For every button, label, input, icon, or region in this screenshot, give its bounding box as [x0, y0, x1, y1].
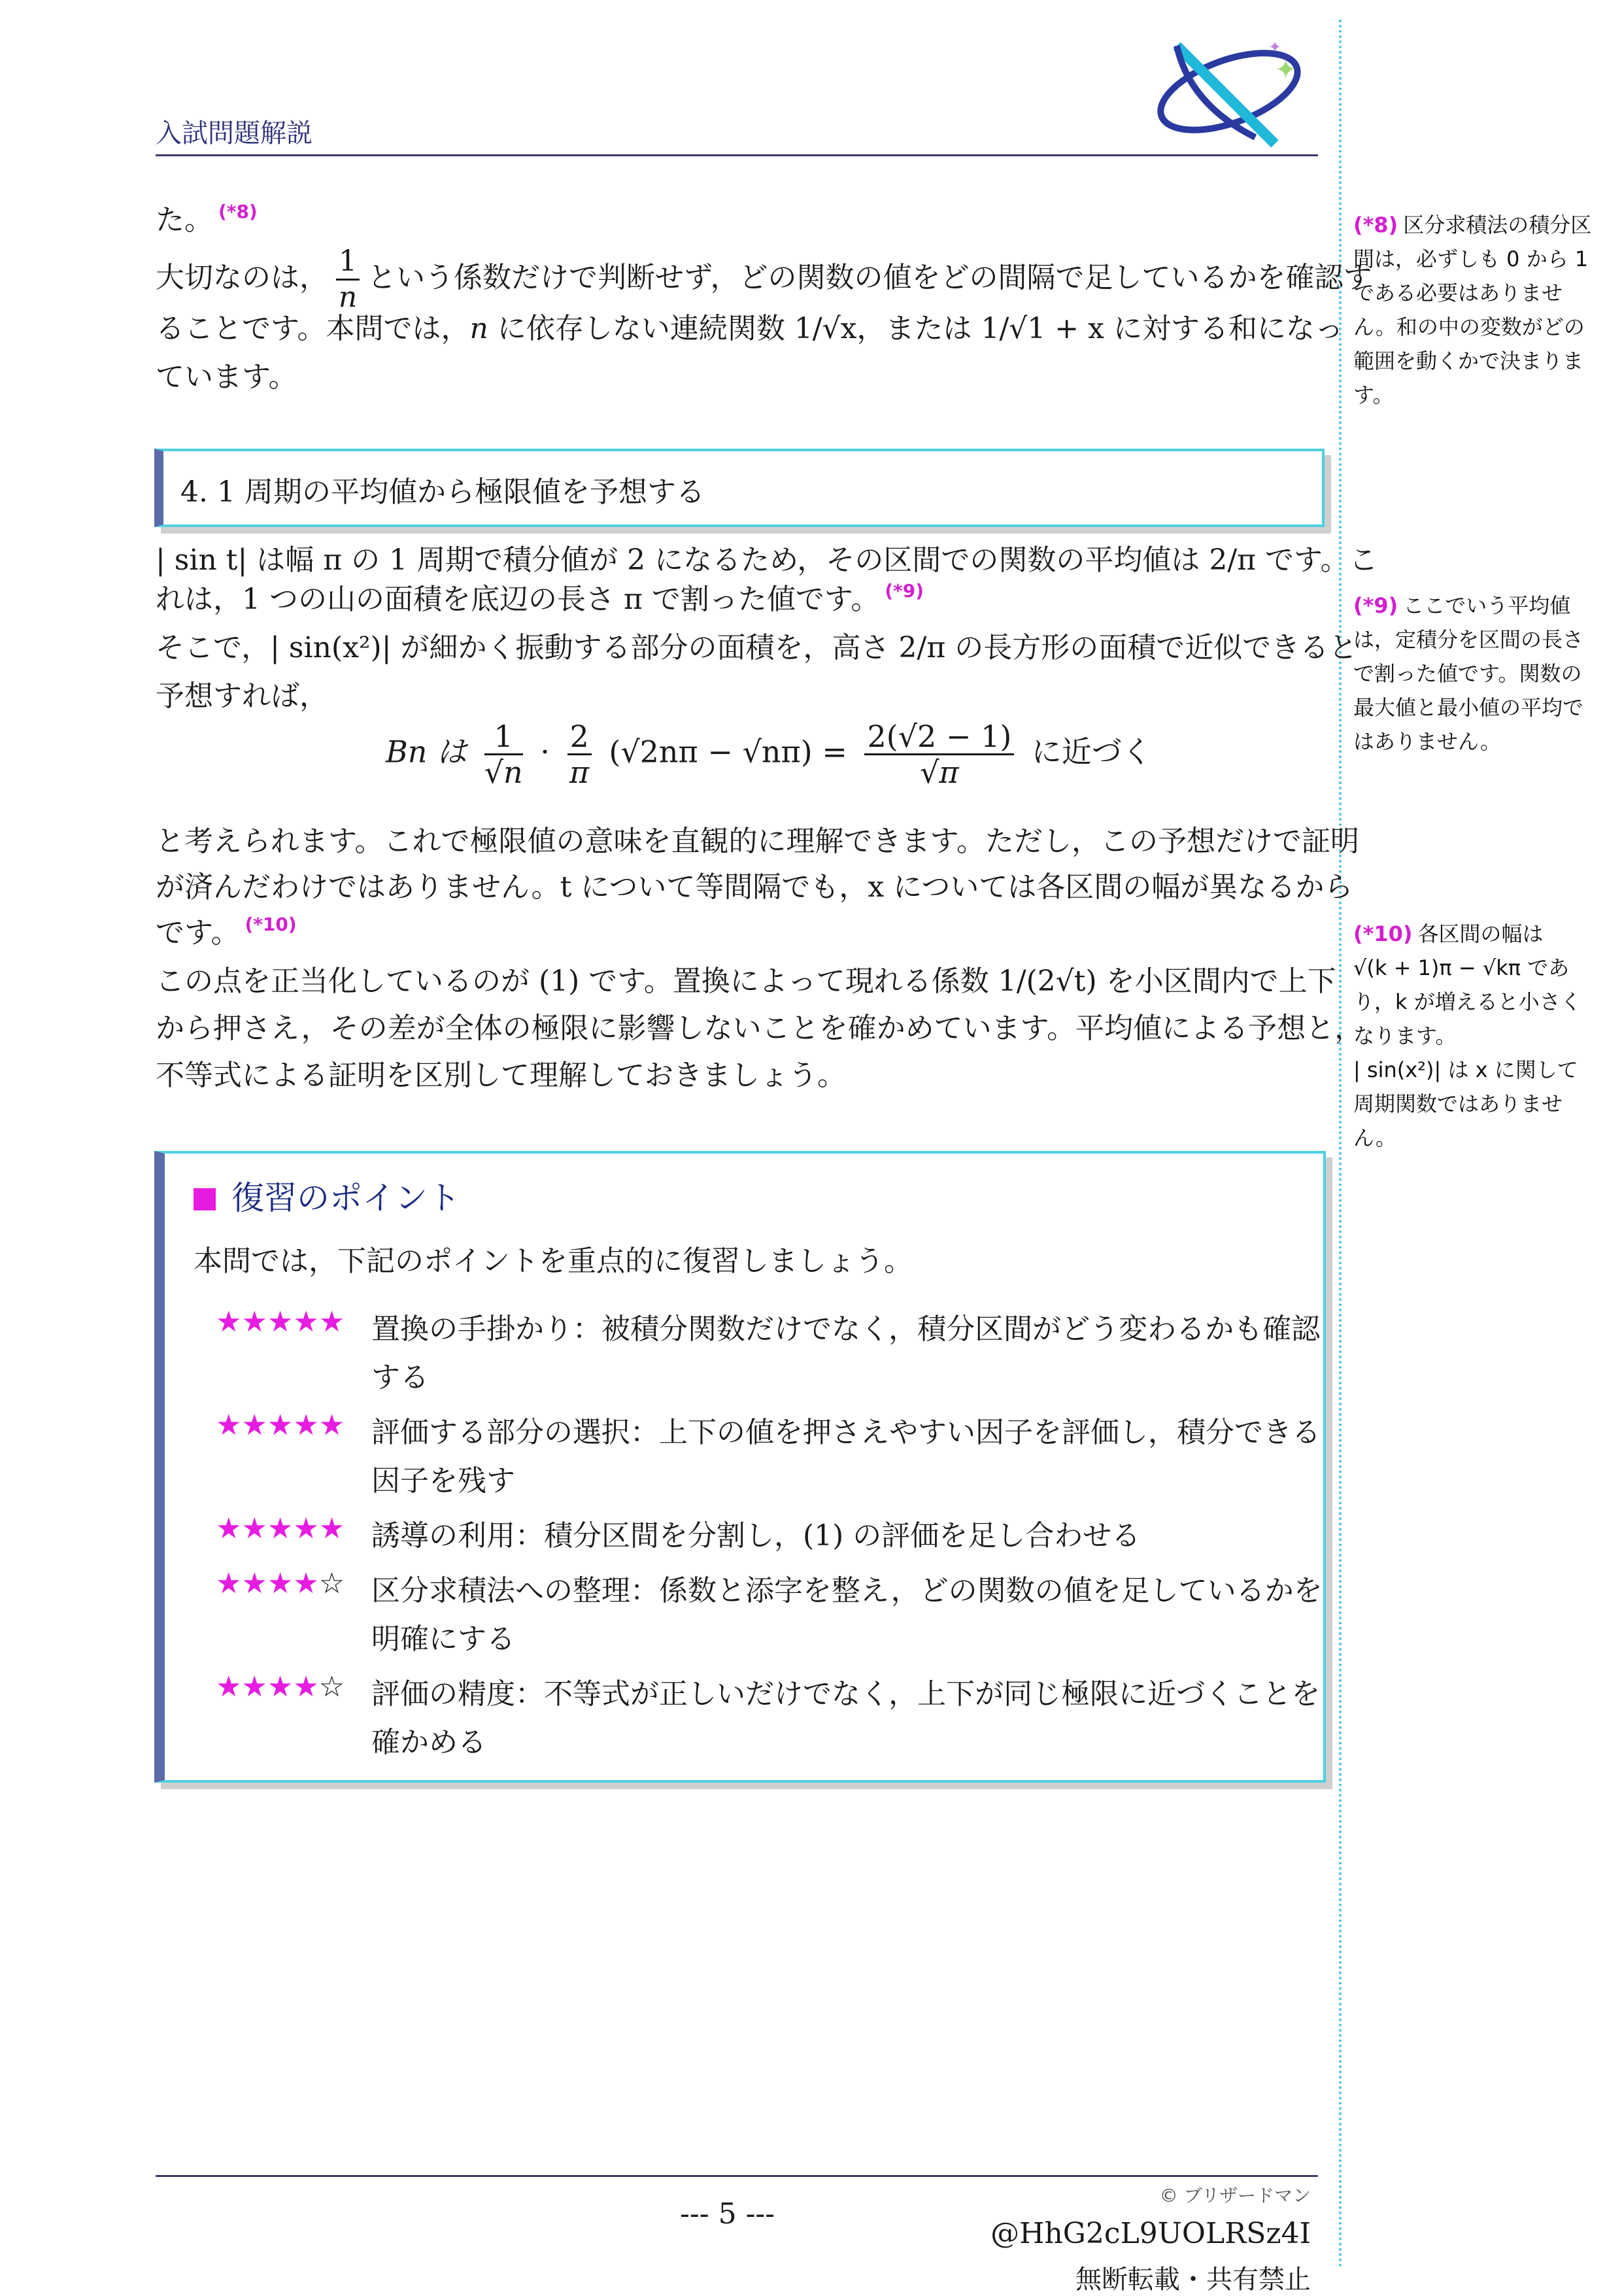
header-title: 入試問題解説: [156, 118, 313, 148]
paragraph-line: です。 $^{(*10)}$: [156, 914, 297, 950]
side-note-8: (*8) 区分求積法の積分区間は，必ずしも 0 から 1 である必要はありません。和の中の変数がどの範囲を動くかで決まります。: [1353, 213, 1592, 407]
fraction-1-over-n: $\frac{1}{n}$: [336, 245, 360, 315]
review-item-text: 誘導の利用：積分区間を分割し，(1) の評価を足し合わせる: [371, 1519, 1141, 1552]
review-item-text: 区分求積法への整理：係数と添字を整え，どの関数の値を足しているかを 明確にする: [371, 1574, 1323, 1656]
paragraph-line: 大切なのは， $\frac{1}{n}$ という係数だけで判断せず，どの関数の値をどの間隔で足しているかを確認す: [156, 245, 1372, 314]
paragraph-line: と考えられます。これで極限値の意味を直観的に理解できます。ただし，この予想だけで証明: [156, 825, 1359, 858]
review-item: [216, 1670, 345, 1704]
review-item: [216, 1567, 345, 1600]
side-note-10: (*10) 各区間の幅は √(k + 1)π − √kπ であり，k が増えると小さくなります。 | sin(x²)| は x に関して周期関数ではありません。: [1353, 921, 1581, 1150]
review-item: [216, 1305, 345, 1339]
star-rating: ★★★★☆: [216, 1670, 345, 1704]
page-number: --- 5 ---: [680, 2197, 775, 2231]
review-item-text: 置換の手掛かり：被積分関数だけでなく，積分区間がどう変わるかも確認 する: [371, 1312, 1321, 1394]
paragraph-line: ています。: [156, 360, 297, 394]
header-divider: [156, 154, 1318, 156]
margin-divider: [1339, 20, 1342, 2269]
logo-icon: [1151, 20, 1308, 150]
footnote-ref-9[interactable]: (*9): [885, 580, 924, 602]
paragraph-line: そこで，| sin(x²)| が細かく振動する部分の面積を，高さ 2/π の長方形の面積で近似できると: [156, 631, 1358, 664]
review-intro: 本問では，下記のポイントを重点的に復習しましょう。: [194, 1244, 913, 1278]
paragraph-line: が済んだわけではありません。t について等間隔でも，x については各区間の幅が異なるから: [156, 870, 1353, 904]
paragraph-line: | sin t| は幅 π の 1 周期で積分値が 2 になるため，その区間での関数の平均値は 2/π です。こ: [156, 543, 1378, 577]
footer-warning: 無断転載・共有禁止: [1075, 2265, 1311, 2295]
review-item-text: 評価の精度：不等式が正しいだけでなく，上下が同じ極限に近づくことを 確かめる: [371, 1677, 1321, 1759]
display-formula: Bn は $\frac{1}{√n}$ · $\frac{2}{\pi}$ (√2nπ − √nπ) = $\frac{2(√2 - 1)}{√\pi}$ に近づく: [386, 719, 1152, 790]
paragraph-line: ることです。本問では，n に依存しない連続関数 1/√x，または 1/√1 + x に対する和になっ: [156, 312, 1343, 345]
paragraph-line: た。 $^{(*8)}$: [156, 201, 258, 237]
footnote-ref-10[interactable]: (*10): [245, 914, 297, 935]
footnote-ref-8[interactable]: (*8): [218, 201, 258, 222]
section-title: 4. 1 周期の平均値から極限値を予想する: [180, 475, 705, 509]
star-rating: ★★★★★: [216, 1305, 345, 1339]
review-item: [216, 1409, 345, 1442]
review-item-text: 評価する部分の選択：上下の値を押さえやすい因子を評価し，積分できる 因子を残す: [371, 1416, 1321, 1498]
svg-text:✦: ✦: [1268, 38, 1282, 56]
star-rating: ★★★★★: [216, 1512, 345, 1545]
star-rating: ★★★★☆: [216, 1567, 345, 1600]
footer-id: @HhG2cL9UOLRSz4I: [990, 2217, 1311, 2250]
paragraph-line: れは，1 つの山の面積を底辺の長さ π で割った値です。 $^{(*9)}$: [156, 580, 924, 616]
review-title: 復習のポイント: [194, 1172, 460, 1219]
copyright: © ブリザードマン: [1159, 2185, 1311, 2206]
paragraph-line: 予想すれば，: [156, 679, 328, 713]
paragraph-line: から押さえ，その差が全体の極限に影響しないことを確かめています。平均値による予想と，: [156, 1012, 1364, 1045]
svg-text:✦: ✦: [1275, 55, 1297, 85]
footer-divider: [156, 2175, 1318, 2177]
paragraph-line: この点を正当化しているのが (1) です。置換によって現れる係数 1/(2√t) を小区間内で上下: [156, 965, 1336, 998]
square-bullet-icon: [194, 1188, 216, 1210]
side-note-9: (*9) ここでいう平均値は，定積分を区間の長さで割った値です。関数の最大値と最小値の平均ではありません。: [1353, 593, 1584, 754]
star-rating: ★★★★★: [216, 1409, 345, 1442]
review-item: [216, 1512, 345, 1545]
paragraph-line: 不等式による証明を区別して理解しておきましょう。: [156, 1059, 846, 1092]
